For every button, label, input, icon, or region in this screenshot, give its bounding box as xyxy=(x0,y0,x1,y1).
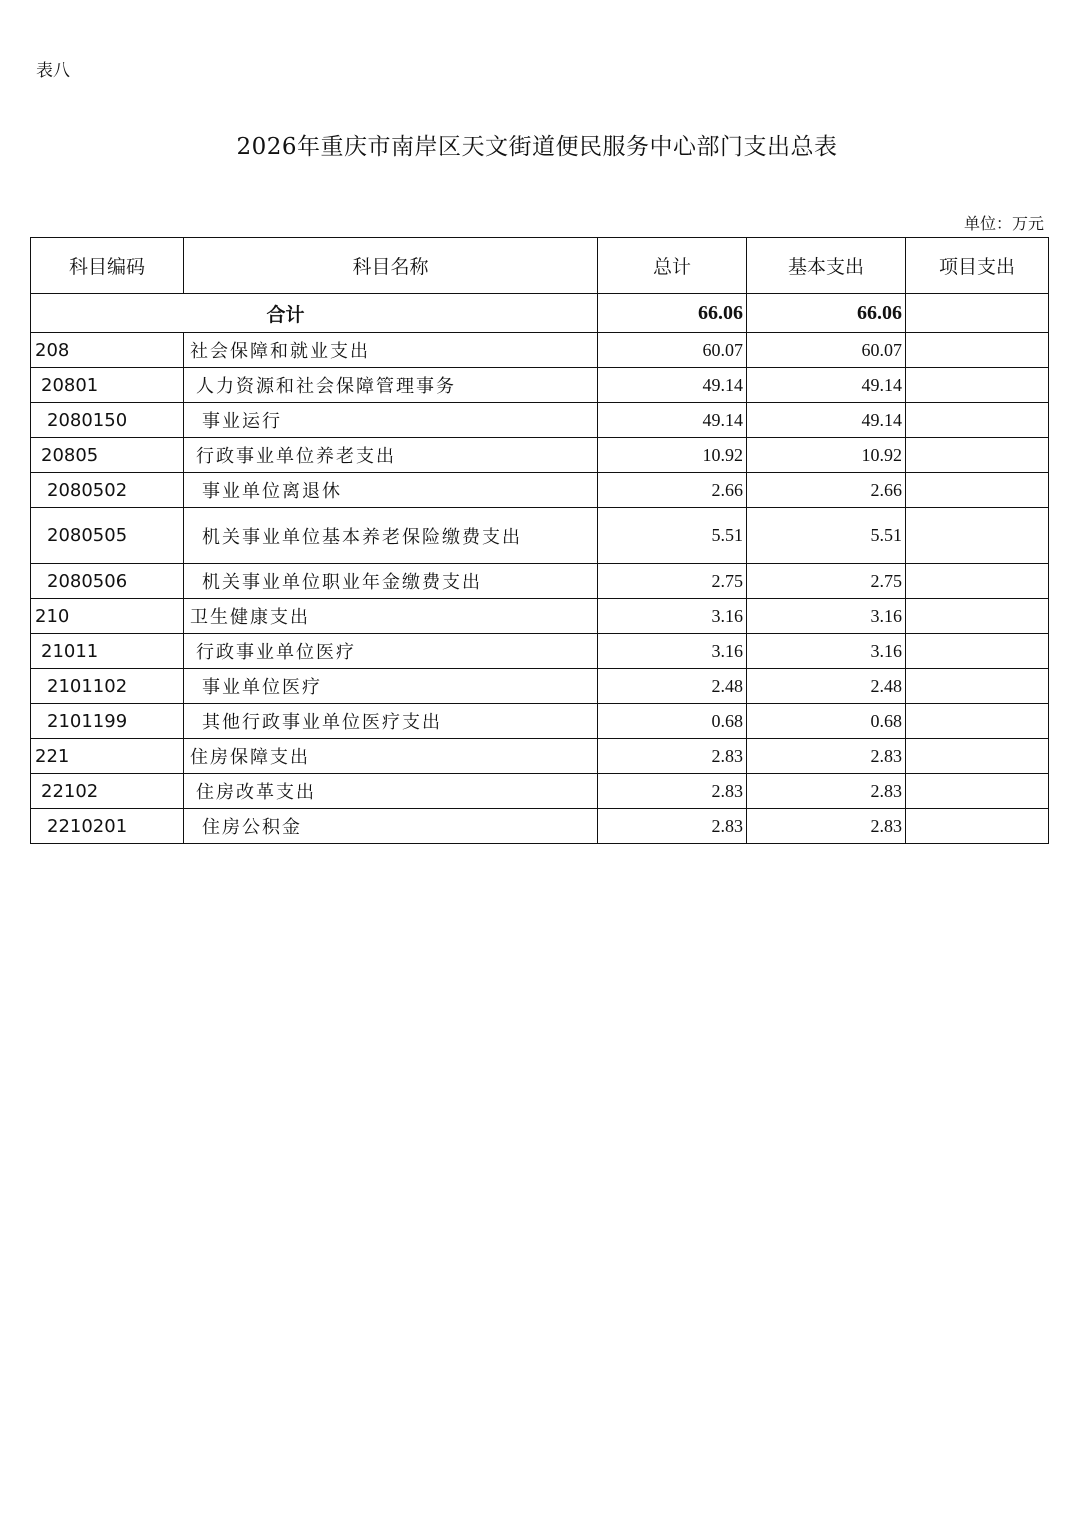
document-title: 2026年重庆市南岸区天文街道便民服务中心部门支出总表 xyxy=(236,134,838,160)
row-total: 2.66 xyxy=(598,473,747,508)
row-total: 10.92 xyxy=(598,438,747,473)
row-project xyxy=(906,704,1049,739)
row-total: 3.16 xyxy=(598,599,747,634)
row-project xyxy=(906,508,1049,564)
row-code: 208 xyxy=(31,333,184,368)
row-project xyxy=(906,774,1049,809)
row-project xyxy=(906,403,1049,438)
summary-basic: 66.06 xyxy=(747,294,906,333)
summary-row xyxy=(31,294,1049,333)
row-project xyxy=(906,333,1049,368)
header-name: 科目名称 xyxy=(184,238,598,294)
row-code: 2080502 xyxy=(31,473,184,508)
row-total: 2.75 xyxy=(598,564,747,599)
row-basic: 49.14 xyxy=(747,368,906,403)
header-project: 项目支出 xyxy=(906,238,1049,294)
row-basic: 10.92 xyxy=(747,438,906,473)
table-row xyxy=(31,809,1049,844)
row-name: 其他行政事业单位医疗支出 xyxy=(184,704,598,739)
row-code: 221 xyxy=(31,739,184,774)
row-code: 2080150 xyxy=(31,403,184,438)
table-row xyxy=(31,704,1049,739)
row-total: 2.83 xyxy=(598,809,747,844)
row-name: 住房公积金 xyxy=(184,809,598,844)
row-basic: 2.66 xyxy=(747,473,906,508)
table-row xyxy=(31,774,1049,809)
row-basic: 5.51 xyxy=(747,508,906,564)
row-code: 2101102 xyxy=(31,669,184,704)
row-code: 2210201 xyxy=(31,809,184,844)
row-basic: 2.48 xyxy=(747,669,906,704)
row-name: 住房改革支出 xyxy=(184,774,598,809)
table-number: 表八 xyxy=(36,61,70,81)
row-total: 49.14 xyxy=(598,368,747,403)
row-total: 0.68 xyxy=(598,704,747,739)
header-row xyxy=(31,238,1049,294)
row-name: 住房保障支出 xyxy=(184,739,598,774)
row-total: 2.48 xyxy=(598,669,747,704)
row-total: 49.14 xyxy=(598,403,747,438)
expenditure-table xyxy=(30,237,1049,844)
row-name: 社会保障和就业支出 xyxy=(184,333,598,368)
header-total: 总计 xyxy=(598,238,747,294)
row-project xyxy=(906,599,1049,634)
row-name: 机关事业单位职业年金缴费支出 xyxy=(184,564,598,599)
table-row xyxy=(31,564,1049,599)
header-basic: 基本支出 xyxy=(747,238,906,294)
summary-label: 合计 xyxy=(31,294,598,333)
table-row xyxy=(31,368,1049,403)
row-project xyxy=(906,564,1049,599)
row-name: 卫生健康支出 xyxy=(184,599,598,634)
row-project xyxy=(906,739,1049,774)
row-basic: 3.16 xyxy=(747,634,906,669)
table-row xyxy=(31,333,1049,368)
table-row xyxy=(31,634,1049,669)
row-project xyxy=(906,634,1049,669)
summary-total: 66.06 xyxy=(598,294,747,333)
row-total: 3.16 xyxy=(598,634,747,669)
table-row xyxy=(31,599,1049,634)
row-total: 2.83 xyxy=(598,739,747,774)
row-name: 行政事业单位医疗 xyxy=(184,634,598,669)
row-basic: 2.83 xyxy=(747,739,906,774)
row-total: 5.51 xyxy=(598,508,747,564)
row-code: 2101199 xyxy=(31,704,184,739)
row-project xyxy=(906,473,1049,508)
row-project xyxy=(906,438,1049,473)
unit-label: 单位：万元 xyxy=(963,214,1044,233)
table-row xyxy=(31,473,1049,508)
row-code: 20801 xyxy=(31,368,184,403)
row-basic: 3.16 xyxy=(747,599,906,634)
row-basic: 0.68 xyxy=(747,704,906,739)
row-project xyxy=(906,669,1049,704)
row-name: 事业单位离退休 xyxy=(184,473,598,508)
row-basic: 49.14 xyxy=(747,403,906,438)
row-code: 20805 xyxy=(31,438,184,473)
row-name: 事业单位医疗 xyxy=(184,669,598,704)
row-name: 行政事业单位养老支出 xyxy=(184,438,598,473)
row-code: 2080506 xyxy=(31,564,184,599)
table-row xyxy=(31,403,1049,438)
row-name: 人力资源和社会保障管理事务 xyxy=(184,368,598,403)
row-project xyxy=(906,809,1049,844)
row-name: 事业运行 xyxy=(184,403,598,438)
row-code: 22102 xyxy=(31,774,184,809)
row-code: 2080505 xyxy=(31,508,184,564)
row-project xyxy=(906,368,1049,403)
row-basic: 60.07 xyxy=(747,333,906,368)
row-basic: 2.83 xyxy=(747,809,906,844)
table-row xyxy=(31,669,1049,704)
summary-project xyxy=(906,294,1049,333)
row-code: 210 xyxy=(31,599,184,634)
row-basic: 2.75 xyxy=(747,564,906,599)
header-code: 科目编码 xyxy=(31,238,184,294)
row-total: 60.07 xyxy=(598,333,747,368)
row-total: 2.83 xyxy=(598,774,747,809)
table-row xyxy=(31,508,1049,564)
row-code: 21011 xyxy=(31,634,184,669)
table-row xyxy=(31,438,1049,473)
table-row xyxy=(31,739,1049,774)
row-basic: 2.83 xyxy=(747,774,906,809)
row-name: 机关事业单位基本养老保险缴费支出 xyxy=(184,508,598,564)
